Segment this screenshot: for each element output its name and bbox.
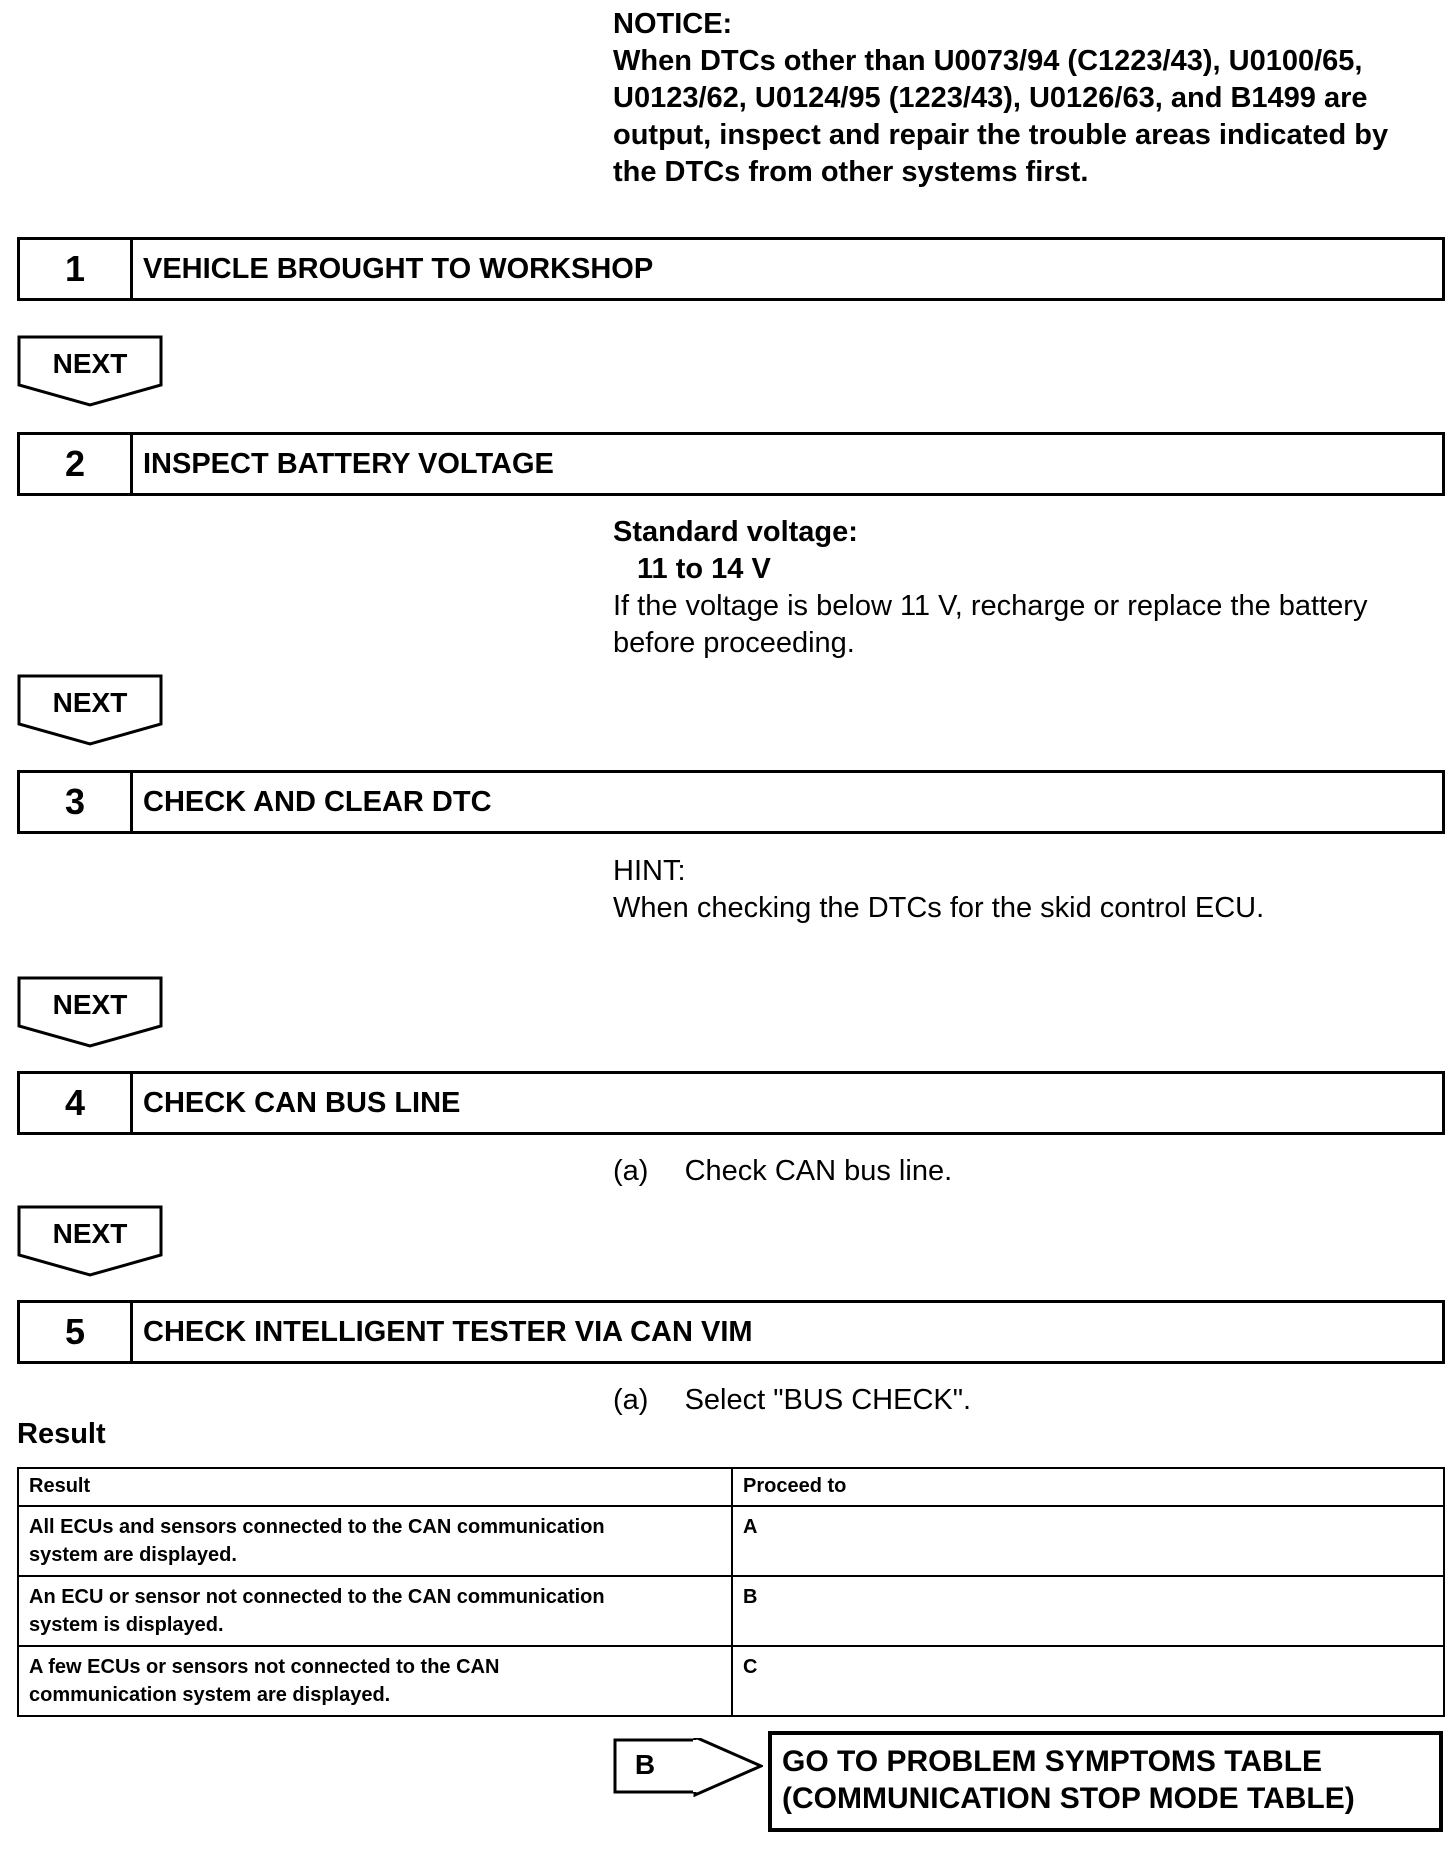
next-label: NEXT bbox=[52, 1218, 128, 1249]
table-row bbox=[18, 1506, 1444, 1576]
table-row bbox=[18, 1646, 1444, 1716]
notice-line: U0123/62, U0124/95 (1223/43), U0126/63, and B1499 are bbox=[613, 82, 1368, 114]
proceed-cell: A bbox=[732, 1506, 1444, 1576]
result-line: system is displayed. bbox=[29, 1614, 224, 1636]
next-arrow-2[interactable] bbox=[17, 674, 163, 746]
item-text: Select "BUS CHECK". bbox=[684, 1384, 972, 1416]
result-line: system are displayed. bbox=[29, 1544, 237, 1566]
step-title: CHECK AND CLEAR DTC bbox=[143, 785, 492, 818]
item-text: Check CAN bus line. bbox=[684, 1155, 953, 1187]
table-header-row bbox=[18, 1468, 1444, 1506]
table-row bbox=[18, 1576, 1444, 1646]
result-line: A few ECUs or sensors not connected to the CAN bbox=[29, 1656, 500, 1678]
step-title: CHECK CAN BUS LINE bbox=[143, 1086, 461, 1119]
step-title: INSPECT BATTERY VOLTAGE bbox=[143, 447, 554, 480]
column-header: Result bbox=[18, 1468, 732, 1506]
next-label: NEXT bbox=[52, 687, 128, 718]
standard-voltage-value: 11 to 14 V bbox=[637, 553, 771, 585]
step-number: 3 bbox=[20, 773, 133, 831]
result-table bbox=[17, 1467, 1445, 1717]
item-marker: (a) bbox=[613, 1384, 649, 1416]
next-arrow-3[interactable] bbox=[17, 976, 163, 1048]
proceed-cell: B bbox=[732, 1576, 1444, 1646]
notice-heading: NOTICE: bbox=[613, 8, 733, 40]
result-line: An ECU or sensor not connected to the CAN communication bbox=[29, 1586, 605, 1608]
body-line: If the voltage is below 11 V, recharge or replace the battery bbox=[613, 590, 1368, 622]
step-3-header bbox=[17, 770, 1445, 834]
step-3-body bbox=[613, 853, 1453, 927]
notice-line: When DTCs other than U0073/94 (C1223/43), U0100/65, bbox=[613, 45, 1363, 77]
next-arrow-4[interactable] bbox=[17, 1205, 163, 1277]
result-cell bbox=[18, 1646, 732, 1716]
step-5-header bbox=[17, 1300, 1445, 1364]
result-cell bbox=[18, 1506, 732, 1576]
result-heading: Result bbox=[17, 1418, 106, 1450]
result-line: All ECUs and sensors connected to the CAN communication bbox=[29, 1516, 605, 1538]
column-header: Proceed to bbox=[732, 1468, 1444, 1506]
item-marker: (a) bbox=[613, 1155, 649, 1187]
step-5-body bbox=[613, 1382, 971, 1419]
hint-label: HINT: bbox=[613, 855, 686, 887]
branch-label: B bbox=[634, 1749, 656, 1780]
step-4-header bbox=[17, 1071, 1445, 1135]
goto-line: GO TO PROBLEM SYMPTOMS TABLE bbox=[782, 1745, 1323, 1778]
step-title: VEHICLE BROUGHT TO WORKSHOP bbox=[143, 252, 654, 285]
result-line: communication system are displayed. bbox=[29, 1684, 391, 1706]
step-number: 4 bbox=[20, 1074, 133, 1132]
standard-voltage-label: Standard voltage: bbox=[613, 516, 858, 548]
result-cell bbox=[18, 1576, 732, 1646]
step-2-body bbox=[613, 514, 1453, 662]
notice-line: output, inspect and repair the trouble areas indicated by bbox=[613, 119, 1389, 151]
body-line: before proceeding. bbox=[613, 627, 855, 659]
goto-problem-symptoms-box[interactable] bbox=[768, 1731, 1443, 1832]
notice-line: the DTCs from other systems first. bbox=[613, 156, 1089, 188]
step-2-header bbox=[17, 432, 1445, 496]
next-label: NEXT bbox=[52, 989, 128, 1020]
step-4-body bbox=[613, 1153, 952, 1190]
notice-block bbox=[613, 6, 1453, 191]
next-arrow-1[interactable] bbox=[17, 335, 163, 407]
step-1-header bbox=[17, 237, 1445, 301]
step-number: 2 bbox=[20, 435, 133, 493]
step-number: 5 bbox=[20, 1303, 133, 1361]
goto-line: (COMMUNICATION STOP MODE TABLE) bbox=[782, 1782, 1355, 1815]
step-title: CHECK INTELLIGENT TESTER VIA CAN VIM bbox=[143, 1315, 753, 1348]
next-label: NEXT bbox=[52, 348, 128, 379]
proceed-cell: C bbox=[732, 1646, 1444, 1716]
branch-b-arrow[interactable] bbox=[613, 1738, 763, 1798]
hint-text: When checking the DTCs for the skid control ECU. bbox=[613, 892, 1265, 924]
step-number: 1 bbox=[20, 240, 133, 298]
